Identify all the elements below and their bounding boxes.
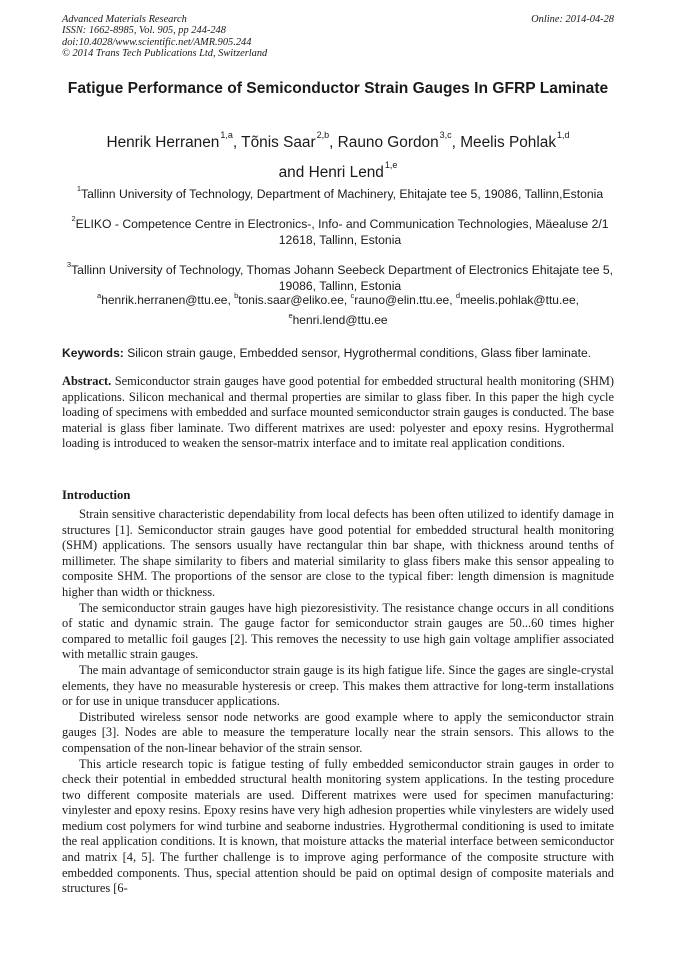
author-line-1 xyxy=(62,124,614,154)
affiliation-num: 1 xyxy=(76,184,82,193)
abstract xyxy=(62,374,614,452)
author-sup: 1,d xyxy=(557,130,570,140)
paragraph: This article research topic is fatigue testing of fully embedded semiconductor strain gauges in order to check their potential in embedded structural health monitoring system applications. In the testing procedure two different composite materials are used. Different matrixes were used for specimen manufacturing: vinylester and epoxy resins. Epoxy resins have very high adhesion properties while vinylesters are widely used medium cost polymers for wind turbine and seaborne industries. Hygrothermal conditioning is used to imitate the real application conditions. It is known, that moisture attacks the material interface between semiconductor and matrix [4, 5]. The further challenge is to improve aging performance of the composite structure with embedded components. Thus, special attention should be paid on optimal design of composite materials and structures [6- xyxy=(62,756,614,896)
email-sup: a xyxy=(97,291,102,300)
author-name: Rauno Gordon xyxy=(337,134,439,151)
abstract-label: Abstract. xyxy=(62,374,112,388)
keywords-text: Silicon strain gauge, Embedded sensor, Hygrothermal conditions, Glass fiber laminate. xyxy=(127,346,592,360)
author-sup: 1,a xyxy=(220,130,233,140)
email-link[interactable]: tonis.saar@eliko.ee xyxy=(238,293,344,307)
abstract-text: Semiconductor strain gauges have good potential for embedded structural health monitoring (SHM) applications. Silicon mechanical and thermal properties are similar to glass fiber. In this paper the high cycle loading of specimens with embedded and surface mounted semiconductor strain gauges is conducted. The base material is glass fiber laminate. Two different matrixes are used: polyester and epoxy resins. Hygrothermal loading is introduced to weaken the sensor-matrix interface and to imitate real application conditions. xyxy=(62,374,614,451)
paragraph: Distributed wireless sensor node networks are good example where to apply the semiconductor strain gauges [3]. Nodes are able to measure the temperature locally near the strain sensors. This allows to the compensation of the non-linear behavior of the strain sensor. xyxy=(62,709,614,755)
email-link[interactable]: meelis.pohlak@ttu.ee xyxy=(460,293,576,307)
affiliation-text: Tallinn University of Technology, Department of Machinery, Ehitajate tee 5, 19086, Tallinn,Estonia xyxy=(81,187,604,201)
email-link[interactable]: rauno@elin.ttu.ee xyxy=(354,293,450,307)
paragraph: The semiconductor strain gauges have high piezoresistivity. The resistance change occurs in all conditions of static and dynamic strain. The gauge factor for semiconductor strain gauges are 50...60 times higher compared to metallic foil gauges [2]. This removes the necessity to use high gain voltage amplifier associated with metallic strain gauges. xyxy=(62,600,614,662)
affiliation-num: 2 xyxy=(71,214,76,223)
author-name: Meelis Pohlak xyxy=(460,134,557,151)
doi-line[interactable]: doi:10.4028/www.scientific.net/AMR.905.244 xyxy=(62,36,252,48)
journal-header xyxy=(62,14,267,60)
author-name: Henrik Herranen xyxy=(106,134,220,151)
affiliation-num: 3 xyxy=(66,260,72,269)
section-heading-introduction: Introduction xyxy=(62,488,131,502)
author-list xyxy=(62,124,614,184)
affiliation-1 xyxy=(64,181,616,202)
author-sup: 2,b xyxy=(316,130,330,140)
affiliation-text: Tallinn University of Technology, Thomas Johann Seebeck Department of Electronics Ehitajate tee 5, 19086, Tallinn, Estonia xyxy=(71,263,614,293)
email-link[interactable]: henrik.herranen@ttu.ee xyxy=(101,293,228,307)
email-sup: e xyxy=(288,311,293,320)
affiliation-2 xyxy=(64,211,616,248)
journal-name: Advanced Materials Research xyxy=(62,14,187,25)
email-sup: d xyxy=(455,291,461,300)
email-sup: b xyxy=(234,291,239,300)
issn-line: ISSN: 1662-8985, Vol. 905, pp 244-248 xyxy=(62,25,226,37)
affiliations xyxy=(64,181,616,303)
copyright-line: © 2014 Trans Tech Publications Ltd, Switzerland xyxy=(62,48,268,60)
online-date: Online: 2014-04-28 xyxy=(531,14,614,25)
paper-title: Fatigue Performance of Semiconductor Strain Gauges In GFRP Laminate xyxy=(67,80,609,97)
author-sup: 1,e xyxy=(384,160,398,170)
author-conjunction: and xyxy=(278,164,309,181)
author-separator: , xyxy=(329,134,338,151)
author-separator: , xyxy=(232,134,242,151)
author-sup: 3,c xyxy=(439,130,452,140)
paragraph: Strain sensitive characteristic dependability from local defects has been often utilized to identify damage in structures [1]. Semiconductor strain gauges have good potential for embedded structural health monitoring (SHM) applications. The sensors usually have rectangular thin bar shape, with thickness around tenths of millimeter. The shape similarity to fibers and material similarity to glass fibers make this sensor appealing to composite SHM. The proportions of the sensor are close to the typical fiber: length dimension is magnitude higher than width or thickness. xyxy=(62,507,614,599)
keywords xyxy=(62,346,622,361)
email-link[interactable]: henri.lend@ttu.ee xyxy=(292,313,388,327)
author-line-2 xyxy=(62,154,614,184)
paragraph: The main advantage of semiconductor strain gauge is its high fatigue life. Since the gages are single-crystal elements, they have no measurable hysteresis or creep. This makes them attractive for long-term installations or for use in unique transducer applications. xyxy=(62,662,614,709)
keywords-label: Keywords: xyxy=(62,346,124,360)
affiliation-text: ELIKO - Competence Centre in Electronics-, Info- and Communication Technologies, Mäealuse 2/1 12618, Tallinn, Estonia xyxy=(75,217,609,247)
author-name: Henri Lend xyxy=(308,164,384,181)
email-sup: c xyxy=(350,291,355,300)
author-separator: , xyxy=(451,134,461,151)
author-name: Tõnis Saar xyxy=(241,134,316,151)
author-emails: $^a$henrik.herranen@ttu.ee, $^b$tonis.saar@eliko.ee, $^c$rauno@elin.ttu.ee, $^d$meelis.pohlak@ttu.ee, $^e$henri.lend@ttu.ee xyxy=(97,291,579,327)
introduction-body xyxy=(62,507,614,897)
